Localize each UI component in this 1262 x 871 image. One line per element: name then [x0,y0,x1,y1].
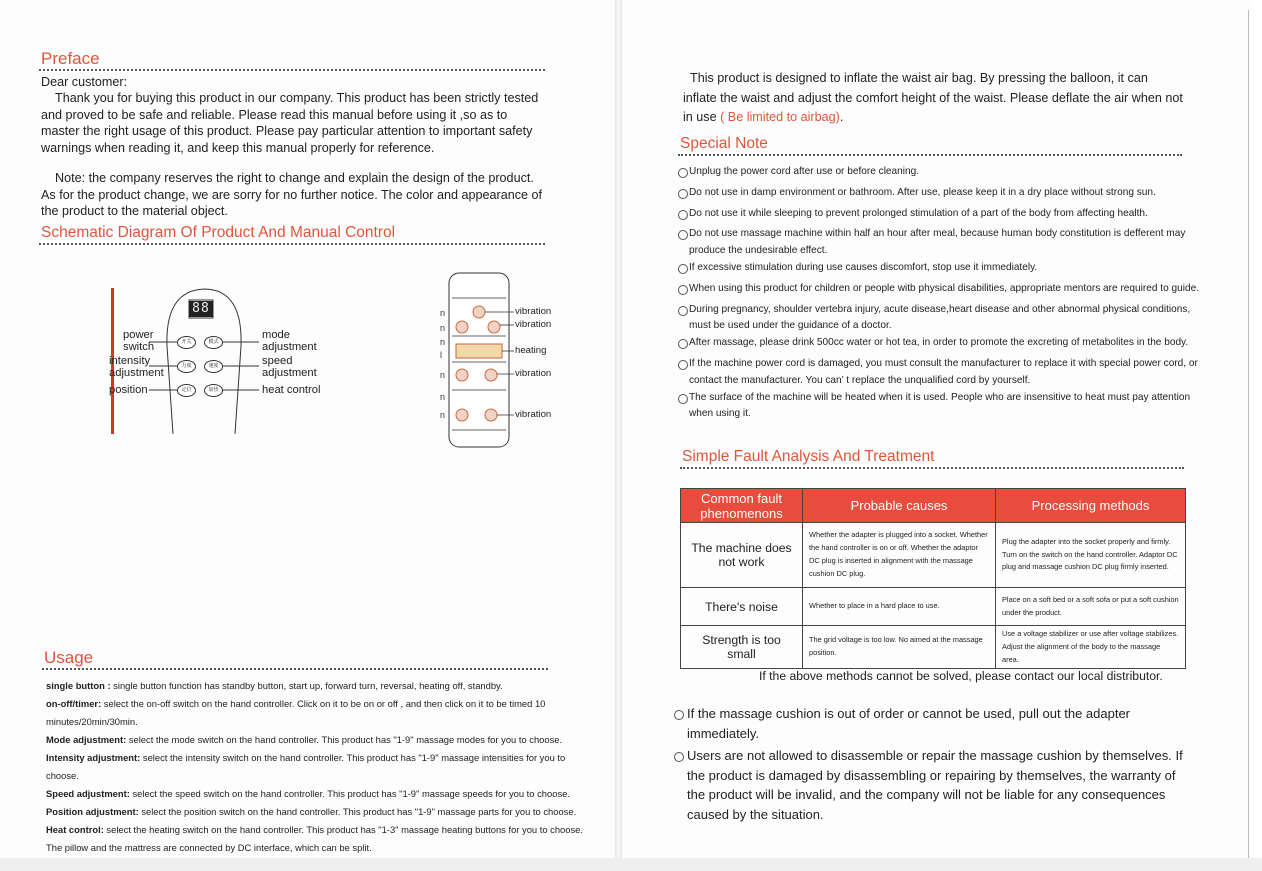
note-item [678,164,1204,185]
label-intensity-adjustment: adjustment [109,367,164,379]
header-phenomenon: Common fault phenomenons [681,489,803,523]
header-causes: Probable causes [803,489,996,523]
note-item [678,185,1204,206]
usage-item [46,695,591,731]
usage-item-label: Position adjustment: [46,806,139,817]
label-position: position [109,384,148,396]
row-methods: Use a voltage stabilizer or use after voltage stabilizes. Adjust the alignment of the body to the massage area. [996,626,1186,669]
table-row [681,588,1186,626]
note-item [678,390,1204,424]
usage-item-text: select the position switch on the hand controller. This product has "1-9" massage parts for you to choose. [138,806,577,817]
note-text: If the machine power cord is damaged, you must consult the manufacturer to replace it with special power cord, or contact the manufacturer. You can’ t replace the unqualified cord by yourself. [689,357,1198,386]
preface-paragraph-2: Note: the company reserves the right to change and explain the design of the product. As for the product change, we are sorry for no further notice. The color and appearance of the product to the material object. [41,171,543,219]
circle-bullet-icon [678,230,688,240]
note-item [678,260,1204,281]
speed-button[interactable]: 速度 [204,360,223,373]
usage-item [46,749,591,785]
intro-highlight: ( Be limited to airbag) [720,110,840,124]
cushion-diagram [436,270,556,450]
intro-end: . [839,110,844,124]
fault-table [680,488,1186,669]
fault-table-header [681,489,1186,523]
label-vibration-1: vibration [515,306,552,317]
row-causes: The grid voltage is too low. No aimed at the massage position. [803,626,996,669]
preface-heading: Preface [41,49,100,68]
usage-item-label: on-off/timer: [46,698,102,709]
circle-bullet-icon [678,168,688,178]
final-notes [674,704,1194,824]
label-mode-adjustment: adjustment [262,341,317,353]
table-row [681,523,1186,588]
final-note-item [674,746,1194,824]
special-note-list [678,164,1204,423]
circle-bullet-icon [678,189,688,199]
usage-rule [42,668,548,670]
circle-bullet-icon [678,285,688,295]
schematic-heading: Schematic Diagram Of Product And Manual Control [41,224,396,241]
cushion-l: l [440,350,442,360]
power-switch-button[interactable]: 开关 [177,336,196,349]
usage-item-text: select the intensity switch on the hand controller. This product has "1-9" massage intensities for you to choose. [46,752,566,781]
usage-item [46,677,591,695]
note-text: During pregnancy, shoulder vertebra injury, acute disease,heart disease and other abnormal physical conditions, must be used under the guidance of a doctor. [689,303,1191,332]
row-causes: Whether to place in a hard place to use. [803,588,996,626]
circle-bullet-icon [678,264,688,274]
note-item [678,281,1204,302]
note-text: If excessive stimulation during use causes discomfort, stop use it immediately. [689,261,1038,273]
final-note-text: If the massage cushion is out of order or cannot be used, pull out the adapter immediately. [687,706,1131,741]
page-gutter [615,0,622,871]
cushion-n-1: n [440,308,446,318]
usage-item-text: select the heating switch on the hand controller. This product has "1-3" massage heating buttons for you to choose. [103,824,583,835]
heat-button[interactable]: 加热 [204,384,223,397]
circle-bullet-icon [678,306,688,316]
label-speed-adjustment: adjustment [262,367,317,379]
note-item [678,335,1204,356]
row-methods: Plug the adapter into the socket properly and firmly. Turn on the switch on the hand controller. Adaptor DC plug and massage cushion DC plug firmly inserted. [996,523,1186,588]
position-button[interactable]: 定位 [177,384,196,397]
row-phenomenon: Strength is too small [681,626,803,669]
usage-item-label: Speed adjustment: [46,788,130,799]
note-text: Do not use massage machine within half an hour after meal, because human body constitution is defferent may produce the undesirable effect. [689,228,1186,257]
note-text: Unplug the power cord after use or before cleaning. [689,166,920,177]
schematic-rule [39,243,545,245]
note-text: After massage, please drink 500cc water or hot tea, in order to promote the excreting of metabolites in the body. [689,337,1189,349]
usage-item-label: Mode adjustment: [46,734,127,745]
label-vibration-4: vibration [515,409,552,420]
cushion-n-3: n [440,337,446,347]
fault-heading: Simple Fault Analysis And Treatment [682,448,935,465]
preface-greeting: Dear customer: [41,75,128,89]
led-display: 88 [189,301,213,317]
circle-bullet-icon [674,752,684,762]
usage-heading: Usage [44,648,94,667]
cushion-n-6: n [440,410,446,420]
usage-item-label: Heat control: [46,824,104,835]
label-mode: mode [262,329,290,341]
label-vibration-2: vibration [515,319,552,330]
circle-bullet-icon [678,339,688,349]
mode-button[interactable]: 模式 [204,336,223,349]
header-methods: Processing methods [996,489,1186,523]
preface-rule [39,69,545,71]
usage-item [46,785,591,803]
usage-list [46,677,591,857]
usage-item-label: single button : [46,680,111,691]
fault-footer: If the above methods cannot be solved, please contact our local distributor. [759,669,1163,683]
usage-item [46,821,591,839]
usage-item [46,731,591,749]
note-text: The surface of the machine will be heated when it is used. People who are insensitive to heat must pay attention when using it. [689,391,1191,420]
note-text: When using this product for children or people witb physical disabilities, appropriate mentors are required to guide. [689,282,1200,294]
scan-bottom-strip [0,858,1262,871]
final-note-text: Users are not allowed to disassemble or repair the massage cushion by themselves. If the product is damaged by disassembling or repairing by themselves, the warranty of the product will be invalid, and the company will not be liable for any consequences caused by the situation. [687,748,1183,822]
label-heating: heating [515,345,547,356]
cushion-outline [436,270,556,450]
fault-rule [680,467,1184,469]
intensity-button[interactable]: 力度 [177,360,196,373]
usage-item-text: The pillow and the mattress are connected by DC interface, which can be split. [46,842,372,853]
circle-bullet-icon [678,360,688,370]
label-switch: switch [123,341,155,353]
page-edge [1248,10,1249,860]
note-item [678,302,1204,336]
cushion-n-5: n [440,392,446,402]
note-item [678,356,1204,390]
usage-item-text: select the mode switch on the hand controller. This product has "1-9" massage modes for you to choose. [126,734,563,745]
circle-bullet-icon [678,394,688,404]
intro-paragraph [683,69,1183,128]
row-methods: Place on a soft bed or a soft sofa or put a soft cushion under the product. [996,588,1186,626]
usage-item [46,839,591,857]
row-phenomenon: There's noise [681,588,803,626]
final-note-item [674,704,1194,743]
table-row [681,626,1186,669]
note-text: Do not use in damp environment or bathroom. After use, please keep it in a dry place without strong sun. [689,186,1156,198]
circle-bullet-icon [678,210,688,220]
usage-item-label: Intensity adjustment: [46,752,141,763]
row-causes: Whether the adapter is plugged into a socket. Whether the hand controller is on or off. Whether the adaptor DC plug is inserted in alignment with the massage cushion DC plug. [803,523,996,588]
special-note-heading: Special Note [680,135,768,152]
label-power: power [123,329,154,341]
preface-paragraph-1: Thank you for buying this product in our company. This product has been strictly tested and proved to be safe and reliable. Please read this manual before using it ,so as to master the right usage of this product. Please pay particular attention to important safety warnings when reading it, and keep this manual properly for reference. [41,91,539,155]
label-vibration-3: vibration [515,368,552,379]
row-phenomenon: The machine does not work [681,523,803,588]
intro-text: This product is designed to inflate the waist air bag. By pressing the balloon, it can inflate the waist and adjust the comfort height of the waist. Please deflate the air when not in use [683,71,1183,124]
usage-item [46,803,591,821]
usage-item-text: select the on-off switch on the hand controller. Click on it to be on or off , and then click on it to be timed 10 minutes/20min/30min. [46,698,546,727]
hand-controller-diagram [107,286,343,434]
label-speed: speed [262,355,293,367]
special-note-rule [678,154,1182,156]
note-item [678,206,1204,227]
usage-item-text: select the speed switch on the hand controller. This product has "1-9" massage speeds for you to choose. [129,788,570,799]
label-intensity: intensity [109,355,151,367]
note-text: Do not use it while sleeping to prevent prolonged stimulation of a part of the body from affecting health. [689,207,1148,219]
usage-item-text: single button function has standby button, start up, forward turn, reversal, heating off, standby. [110,680,503,691]
label-heat-control: heat control [262,384,321,396]
cushion-n-4: n [440,370,446,380]
note-item [678,226,1204,260]
circle-bullet-icon [674,710,684,720]
cushion-n-2: n [440,323,446,333]
